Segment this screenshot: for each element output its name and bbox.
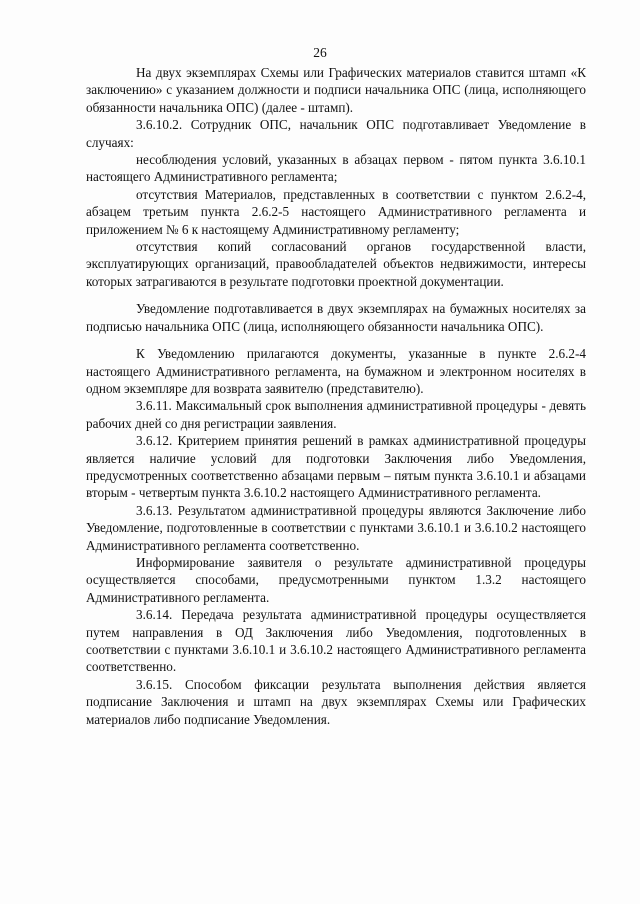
paragraph-informing: Информирование заявителя о результате административной процедуры осуществляется способами, предусмотренными пунктом 1.3.2 настоящего Административного регламента.: [86, 554, 586, 605]
paragraph-3-6-14: 3.6.14. Передача результата административной процедуры осуществляется путем направления в ОД Заключения либо Уведомления, подготовленных в соответствии с пунктами 3.6.10.1 и 3.6.10.2 настоящего Административного регламента соответственно.: [86, 607, 586, 675]
page-number: 26: [313, 45, 327, 60]
paragraph-3-6-12: 3.6.12. Критерием принятия решений в рамках административной процедуры является наличие условий для подготовки Заключения либо Уведомления, предусмотренных соответственно абзацами первым – пятым пункта 3.6.10.1 и абзацами вторым - четвертым пункта 3.6.10.2 настоящего Административного регламента.: [86, 433, 586, 501]
paragraph-stamp-note: На двух экземплярах Схемы или Графических материалов ставится штамп «К заключению» с указанием должности и подписи начальника ОПС (лица, исполняющего обязанности начальника ОПС) (далее - штамп).: [86, 65, 586, 115]
paragraph-notice-preparation: Уведомление подготавливается в двух экземплярах на бумажных носителях за подписью начальника ОПС (лица, исполняющего обязанности начальника ОПС).: [86, 301, 586, 334]
list-item-missing-approvals: отсутствия копий согласований органов государственной власти, эксплуатирующих организаций, правообладателей объектов недвижимости, интересы которых затрагиваются в результате подготовки проектной документации.: [86, 239, 586, 289]
paragraph-3-6-13: 3.6.13. Результатом административной процедуры являются Заключение либо Уведомление, подготовленные в соответствии с пунктами 3.6.10.1 и 3.6.10.2 настоящего Административного регламента соответственно.: [86, 502, 586, 553]
paragraph-3-6-15: 3.6.15. Способом фиксации результата выполнения действия является подписание Заключения и штамп на двух экземплярах Схемы или Графических материалов либо подписание Уведомления.: [86, 676, 586, 727]
list-item-noncompliance: несоблюдения условий, указанных в абзацах первом - пятом пункта 3.6.10.1 настоящего Административного регламента;: [86, 152, 586, 185]
paragraph-notice-attachments: К Уведомлению прилагаются документы, указанные в пункте 2.6.2-4 настоящего Административного регламента, на бумажном и электронном носителях в одном экземпляре для возврата заявителю (представителю).: [86, 346, 586, 396]
list-item-missing-materials: отсутствия Материалов, представленных в соответствии с пунктом 2.6.2-4, абзацем третьим пункта 2.6.2-5 настоящего Административного регламента и приложением № 6 к настоящему Административному регламенту;: [86, 186, 586, 237]
paragraph-3-6-11: 3.6.11. Максимальный срок выполнения административной процедуры - девять рабочих дней со дня регистрации заявления.: [86, 398, 586, 431]
document-body: [86, 64, 586, 728]
paragraph-3-6-10-2: 3.6.10.2. Сотрудник ОПС, начальник ОПС подготавливает Уведомление в случаях:: [86, 117, 586, 150]
